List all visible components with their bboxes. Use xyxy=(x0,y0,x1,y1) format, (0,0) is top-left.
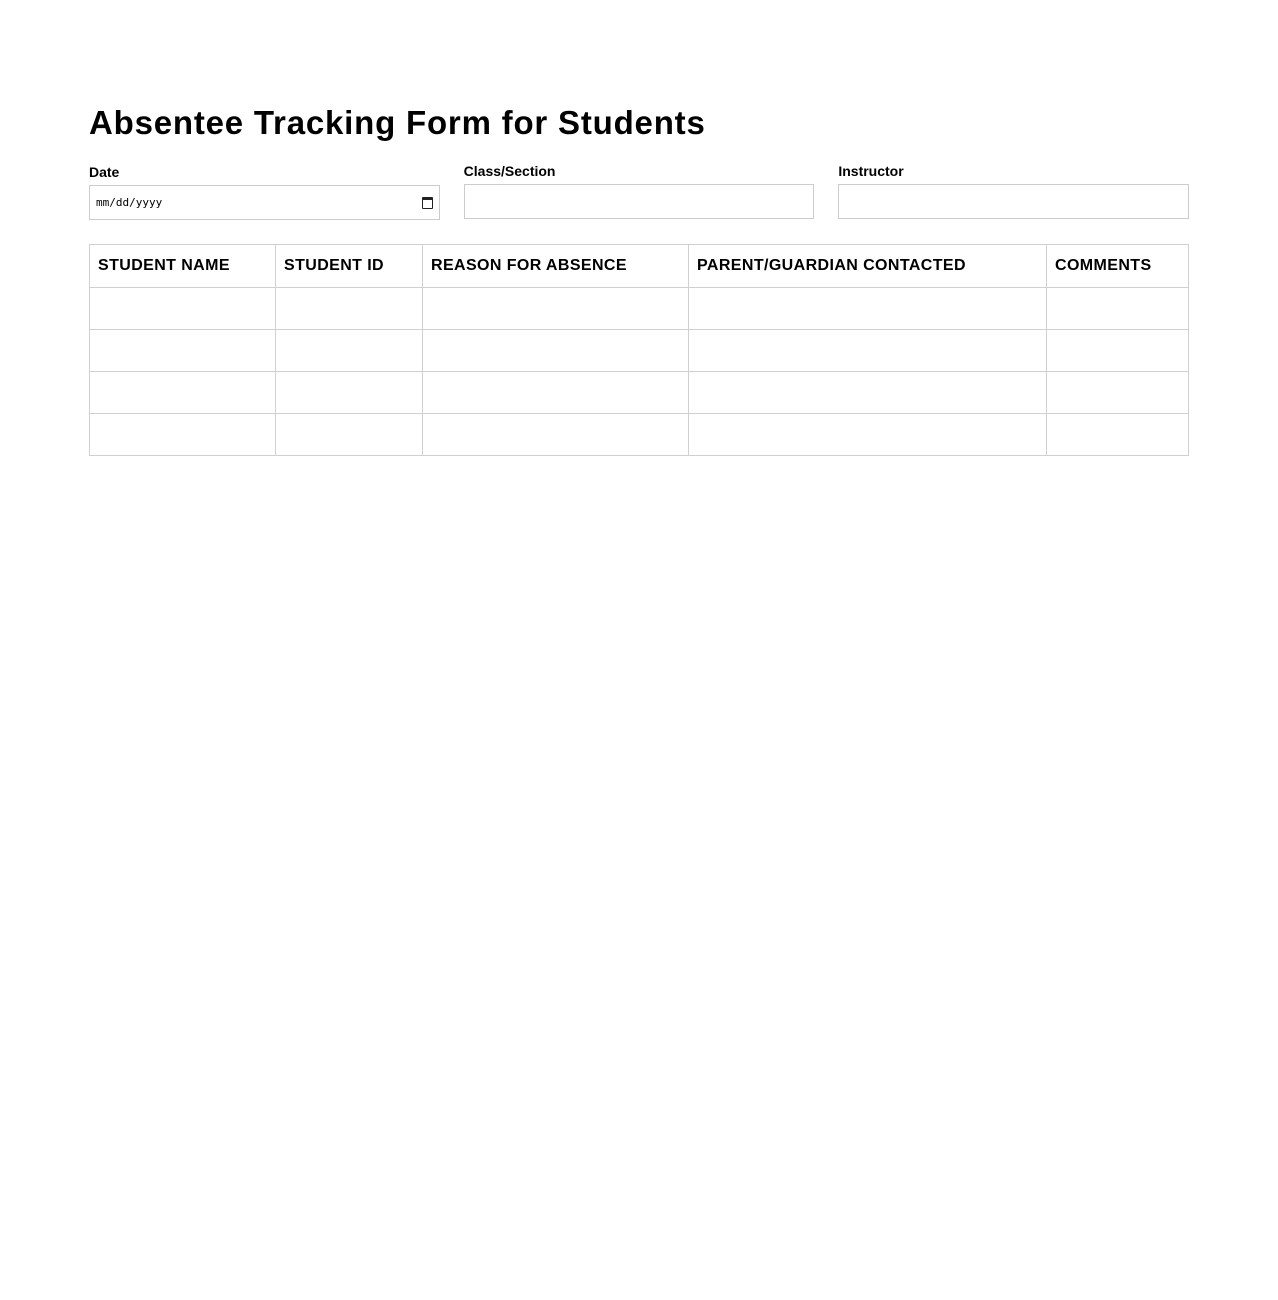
table-cell[interactable] xyxy=(423,288,689,330)
table-cell[interactable] xyxy=(423,372,689,414)
table-cell[interactable] xyxy=(276,414,423,456)
form-container xyxy=(89,100,1189,456)
table-cell[interactable] xyxy=(689,372,1047,414)
table-cell[interactable] xyxy=(423,414,689,456)
table-cell[interactable] xyxy=(1047,288,1189,330)
table-row xyxy=(90,414,1189,456)
table-row xyxy=(90,330,1189,372)
instructor-input[interactable] xyxy=(838,184,1189,219)
table-cell[interactable] xyxy=(689,288,1047,330)
calendar-icon[interactable] xyxy=(422,197,433,209)
table-row xyxy=(90,372,1189,414)
header-comments: COMMENTS xyxy=(1047,245,1189,288)
table-cell[interactable] xyxy=(1047,372,1189,414)
header-reason: REASON FOR ABSENCE xyxy=(423,245,689,288)
header-student-id: STUDENT ID xyxy=(276,245,423,288)
class-section-label: Class/Section xyxy=(463,163,556,179)
absence-table xyxy=(89,244,1189,456)
table-cell[interactable] xyxy=(90,372,276,414)
table-cell[interactable] xyxy=(276,288,423,330)
table-cell[interactable] xyxy=(90,330,276,372)
class-section-input[interactable] xyxy=(464,184,815,219)
table-cell[interactable] xyxy=(1047,330,1189,372)
date-input[interactable] xyxy=(89,185,440,220)
date-placeholder: mm/dd/yyyy xyxy=(96,196,163,209)
table-cell[interactable] xyxy=(689,414,1047,456)
table-cell[interactable] xyxy=(1047,414,1189,456)
table-row xyxy=(90,288,1189,330)
header-parent-contacted: PARENT/GUARDIAN CONTACTED xyxy=(689,245,1047,288)
instructor-label: Instructor xyxy=(838,163,904,179)
table-cell[interactable] xyxy=(276,330,423,372)
date-label: Date xyxy=(89,164,120,180)
table-cell[interactable] xyxy=(689,330,1047,372)
table-cell[interactable] xyxy=(90,414,276,456)
header-student-name: STUDENT NAME xyxy=(90,245,276,288)
table-cell[interactable] xyxy=(276,372,423,414)
table-cell[interactable] xyxy=(90,288,276,330)
page-title: Absentee Tracking Form for Students xyxy=(89,104,706,141)
table-cell[interactable] xyxy=(423,330,689,372)
